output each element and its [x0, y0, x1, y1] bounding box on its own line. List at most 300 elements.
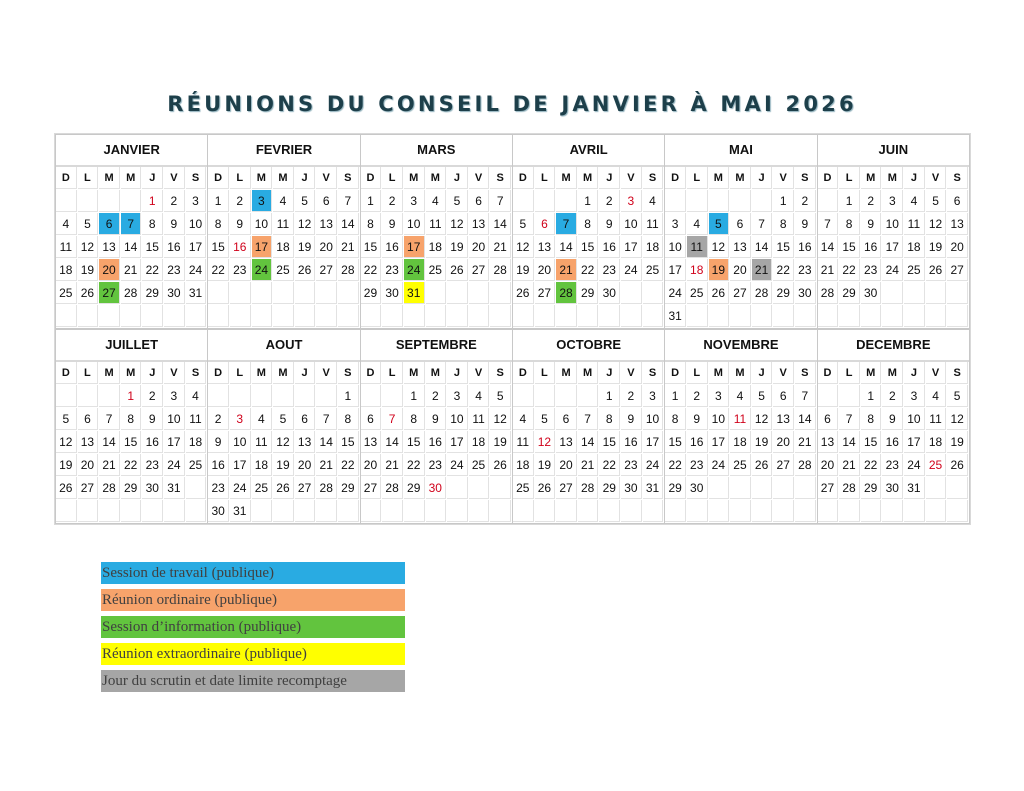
- day-cell: 5: [926, 190, 947, 212]
- day-cell: 15: [861, 431, 882, 453]
- day-cell: 26: [273, 477, 294, 499]
- day-cell: 29: [142, 282, 163, 304]
- empty-cell: [208, 385, 229, 407]
- weekday-header: D: [513, 167, 534, 189]
- day-cell: 19: [535, 454, 556, 476]
- weekday-header: S: [186, 167, 207, 189]
- day-cell: 2: [230, 190, 251, 212]
- day-cell: 10: [643, 408, 664, 430]
- day-cell: 11: [426, 213, 447, 235]
- day-cell: 25: [730, 454, 751, 476]
- day-cell: 16: [795, 236, 816, 258]
- weekday-header: V: [926, 167, 947, 189]
- month-title: FEVRIER: [208, 135, 359, 167]
- day-cell: 5: [295, 190, 316, 212]
- day-cell: 19: [513, 259, 534, 281]
- day-cell: 13: [535, 236, 556, 258]
- day-cell: 26: [926, 259, 947, 281]
- day-cell: 23: [861, 259, 882, 281]
- weekday-header: D: [665, 167, 686, 189]
- weekday-header: L: [382, 167, 403, 189]
- day-cell: 4: [926, 385, 947, 407]
- day-cell: 24: [882, 259, 903, 281]
- day-cell: 22: [773, 259, 794, 281]
- empty-cell: [599, 500, 620, 522]
- empty-cell: [404, 500, 425, 522]
- empty-cell: [861, 305, 882, 327]
- weekday-header: L: [535, 362, 556, 384]
- day-cell: 8: [208, 213, 229, 235]
- calendar-row-2: [55, 329, 970, 524]
- day-cell: 6: [818, 408, 839, 430]
- day-cell: 23: [208, 477, 229, 499]
- empty-cell: [230, 305, 251, 327]
- weekday-header: J: [142, 362, 163, 384]
- day-cell: 8: [839, 213, 860, 235]
- day-cell: 26: [447, 259, 468, 281]
- page-title: RÉUNIONS DU CONSEIL DE JANVIER À MAI 2026: [167, 92, 857, 116]
- day-cell: 16: [382, 236, 403, 258]
- day-cell: 6: [730, 213, 751, 235]
- day-cell: 23: [382, 259, 403, 281]
- day-cell: 23: [687, 454, 708, 476]
- day-cell: 14: [490, 213, 511, 235]
- day-cell: 28: [818, 282, 839, 304]
- day-cell: 20: [316, 236, 337, 258]
- day-cell: 3: [164, 385, 185, 407]
- weekday-header: S: [186, 362, 207, 384]
- day-cell: 10: [665, 236, 686, 258]
- empty-cell: [535, 385, 556, 407]
- day-cell: 28: [316, 477, 337, 499]
- day-cell: 24: [643, 454, 664, 476]
- day-cell: 19: [273, 454, 294, 476]
- month-title: AOUT: [208, 330, 359, 362]
- day-cell: 8: [142, 213, 163, 235]
- day-cell: 12: [447, 213, 468, 235]
- weekday-header: V: [926, 362, 947, 384]
- day-cell: 7: [795, 385, 816, 407]
- day-cell: 29: [404, 477, 425, 499]
- month-aout: [208, 330, 359, 523]
- day-cell: 30: [882, 477, 903, 499]
- empty-cell: [839, 305, 860, 327]
- weekday-header: S: [338, 167, 359, 189]
- empty-cell: [316, 500, 337, 522]
- weekday-header: L: [535, 167, 556, 189]
- weekday-header: S: [795, 362, 816, 384]
- day-cell: 10: [882, 213, 903, 235]
- empty-cell: [665, 500, 686, 522]
- day-cell: 22: [142, 259, 163, 281]
- day-cell: 20: [730, 259, 751, 281]
- empty-cell: [316, 385, 337, 407]
- day-cell: 1: [208, 190, 229, 212]
- day-cell: 8: [404, 408, 425, 430]
- month-title: JANVIER: [56, 135, 207, 167]
- empty-cell: [447, 305, 468, 327]
- day-cell: 29: [665, 477, 686, 499]
- weekday-header: S: [338, 362, 359, 384]
- weekday-header: M: [273, 167, 294, 189]
- day-cell: 30: [164, 282, 185, 304]
- empty-cell: [773, 500, 794, 522]
- day-cell: 31: [164, 477, 185, 499]
- day-cell: 25: [186, 454, 207, 476]
- empty-cell: [730, 190, 751, 212]
- day-cell: 14: [752, 236, 773, 258]
- day-cell: 12: [78, 236, 99, 258]
- month-septembre: [361, 330, 512, 523]
- empty-cell: [316, 305, 337, 327]
- day-cell: 21: [752, 259, 773, 281]
- empty-cell: [404, 305, 425, 327]
- month-days-grid: [56, 167, 207, 328]
- day-cell: 14: [839, 431, 860, 453]
- day-cell: 28: [556, 282, 577, 304]
- empty-cell: [947, 500, 968, 522]
- day-cell: 24: [230, 477, 251, 499]
- weekday-header: M: [252, 167, 273, 189]
- day-cell: 16: [861, 236, 882, 258]
- calendar-row-1: [55, 134, 970, 329]
- day-cell: 3: [252, 190, 273, 212]
- day-cell: 6: [99, 213, 120, 235]
- weekday-header: V: [164, 167, 185, 189]
- day-cell: 23: [164, 259, 185, 281]
- empty-cell: [947, 305, 968, 327]
- day-cell: 8: [361, 213, 382, 235]
- day-cell: 23: [142, 454, 163, 476]
- day-cell: 22: [839, 259, 860, 281]
- day-cell: 26: [295, 259, 316, 281]
- empty-cell: [578, 385, 599, 407]
- day-cell: 5: [947, 385, 968, 407]
- weekday-header: M: [404, 362, 425, 384]
- day-cell: 20: [78, 454, 99, 476]
- day-cell: 2: [142, 385, 163, 407]
- day-cell: 3: [621, 190, 642, 212]
- empty-cell: [578, 305, 599, 327]
- empty-cell: [121, 190, 142, 212]
- day-cell: 8: [665, 408, 686, 430]
- day-cell: 15: [839, 236, 860, 258]
- day-cell: 1: [121, 385, 142, 407]
- empty-cell: [882, 305, 903, 327]
- month-title: DECEMBRE: [818, 330, 969, 362]
- day-cell: 2: [599, 190, 620, 212]
- day-cell: 30: [687, 477, 708, 499]
- empty-cell: [818, 190, 839, 212]
- day-cell: 1: [665, 385, 686, 407]
- empty-cell: [687, 190, 708, 212]
- weekday-header: V: [773, 167, 794, 189]
- day-cell: 15: [121, 431, 142, 453]
- empty-cell: [882, 500, 903, 522]
- empty-cell: [426, 282, 447, 304]
- day-cell: 9: [230, 213, 251, 235]
- weekday-header: V: [164, 362, 185, 384]
- legend-item-information: Session d’information (publique): [101, 616, 405, 638]
- day-cell: 22: [361, 259, 382, 281]
- day-cell: 19: [926, 236, 947, 258]
- weekday-header: S: [643, 167, 664, 189]
- day-cell: 19: [709, 259, 730, 281]
- legend-item-ordinaire: Réunion ordinaire (publique): [101, 589, 405, 611]
- day-cell: 15: [773, 236, 794, 258]
- empty-cell: [621, 282, 642, 304]
- day-cell: 1: [338, 385, 359, 407]
- day-cell: 19: [56, 454, 77, 476]
- weekday-header: M: [404, 167, 425, 189]
- day-cell: 5: [709, 213, 730, 235]
- day-cell: 14: [338, 213, 359, 235]
- day-cell: 19: [78, 259, 99, 281]
- empty-cell: [490, 305, 511, 327]
- day-cell: 1: [599, 385, 620, 407]
- day-cell: 18: [186, 431, 207, 453]
- day-cell: 30: [382, 282, 403, 304]
- empty-cell: [252, 500, 273, 522]
- day-cell: 22: [599, 454, 620, 476]
- day-cell: 22: [208, 259, 229, 281]
- weekday-header: V: [773, 362, 794, 384]
- weekday-header: J: [295, 167, 316, 189]
- day-cell: 6: [947, 190, 968, 212]
- day-cell: 15: [665, 431, 686, 453]
- day-cell: 14: [818, 236, 839, 258]
- month-title: OCTOBRE: [513, 330, 664, 362]
- empty-cell: [621, 305, 642, 327]
- day-cell: 17: [904, 431, 925, 453]
- day-cell: 9: [382, 213, 403, 235]
- day-cell: 27: [556, 477, 577, 499]
- empty-cell: [513, 385, 534, 407]
- empty-cell: [490, 477, 511, 499]
- day-cell: 21: [382, 454, 403, 476]
- day-cell: 3: [709, 385, 730, 407]
- day-cell: 4: [730, 385, 751, 407]
- weekday-header: M: [252, 362, 273, 384]
- day-cell: 16: [208, 454, 229, 476]
- day-cell: 15: [208, 236, 229, 258]
- weekday-header: D: [818, 362, 839, 384]
- day-cell: 23: [599, 259, 620, 281]
- day-cell: 2: [882, 385, 903, 407]
- day-cell: 15: [599, 431, 620, 453]
- weekday-header: M: [882, 167, 903, 189]
- weekday-header: L: [687, 362, 708, 384]
- weekday-header: J: [752, 362, 773, 384]
- empty-cell: [295, 282, 316, 304]
- day-cell: 23: [621, 454, 642, 476]
- day-cell: 25: [687, 282, 708, 304]
- empty-cell: [252, 385, 273, 407]
- day-cell: 20: [556, 454, 577, 476]
- weekday-header: M: [882, 362, 903, 384]
- weekday-header: L: [382, 362, 403, 384]
- weekday-header: S: [643, 362, 664, 384]
- day-cell: 17: [447, 431, 468, 453]
- day-cell: 18: [273, 236, 294, 258]
- month-juillet: [56, 330, 207, 523]
- day-cell: 30: [142, 477, 163, 499]
- day-cell: 19: [295, 236, 316, 258]
- weekday-header: J: [599, 362, 620, 384]
- month-days-grid: [513, 167, 664, 328]
- day-cell: 4: [513, 408, 534, 430]
- empty-cell: [469, 500, 490, 522]
- day-cell: 25: [513, 477, 534, 499]
- day-cell: 18: [643, 236, 664, 258]
- month-novembre: [665, 330, 816, 523]
- day-cell: 13: [773, 408, 794, 430]
- day-cell: 20: [469, 236, 490, 258]
- day-cell: 30: [621, 477, 642, 499]
- month-days-grid: [665, 362, 816, 523]
- day-cell: 21: [338, 236, 359, 258]
- empty-cell: [273, 282, 294, 304]
- empty-cell: [295, 500, 316, 522]
- day-cell: 5: [535, 408, 556, 430]
- day-cell: 13: [295, 431, 316, 453]
- day-cell: 9: [142, 408, 163, 430]
- day-cell: 10: [447, 408, 468, 430]
- day-cell: 30: [599, 282, 620, 304]
- month-days-grid: [361, 362, 512, 523]
- weekday-header: S: [947, 167, 968, 189]
- day-cell: 27: [361, 477, 382, 499]
- weekday-header: L: [78, 167, 99, 189]
- empty-cell: [926, 500, 947, 522]
- day-cell: 9: [882, 408, 903, 430]
- empty-cell: [469, 477, 490, 499]
- empty-cell: [99, 190, 120, 212]
- day-cell: 19: [490, 431, 511, 453]
- empty-cell: [599, 305, 620, 327]
- month-title: NOVEMBRE: [665, 330, 816, 362]
- day-cell: 6: [773, 385, 794, 407]
- day-cell: 6: [469, 190, 490, 212]
- day-cell: 18: [687, 259, 708, 281]
- empty-cell: [818, 385, 839, 407]
- month-title: MAI: [665, 135, 816, 167]
- month-avril: [513, 135, 664, 328]
- weekday-header: D: [361, 167, 382, 189]
- empty-cell: [295, 305, 316, 327]
- weekday-header: J: [447, 167, 468, 189]
- empty-cell: [426, 305, 447, 327]
- day-cell: 31: [665, 305, 686, 327]
- day-cell: 16: [142, 431, 163, 453]
- empty-cell: [947, 477, 968, 499]
- weekday-header: J: [447, 362, 468, 384]
- empty-cell: [316, 282, 337, 304]
- month-mai: [665, 135, 816, 328]
- weekday-header: S: [947, 362, 968, 384]
- day-cell: 4: [186, 385, 207, 407]
- day-cell: 3: [186, 190, 207, 212]
- day-cell: 26: [709, 282, 730, 304]
- day-cell: 27: [99, 282, 120, 304]
- day-cell: 13: [78, 431, 99, 453]
- day-cell: 3: [447, 385, 468, 407]
- day-cell: 1: [578, 190, 599, 212]
- empty-cell: [752, 477, 773, 499]
- day-cell: 2: [795, 190, 816, 212]
- day-cell: 13: [730, 236, 751, 258]
- empty-cell: [795, 500, 816, 522]
- empty-cell: [904, 500, 925, 522]
- empty-cell: [621, 500, 642, 522]
- weekday-header: M: [121, 167, 142, 189]
- day-cell: 13: [818, 431, 839, 453]
- day-cell: 2: [382, 190, 403, 212]
- empty-cell: [164, 500, 185, 522]
- day-cell: 17: [709, 431, 730, 453]
- empty-cell: [361, 305, 382, 327]
- empty-cell: [121, 500, 142, 522]
- day-cell: 6: [556, 408, 577, 430]
- day-cell: 12: [273, 431, 294, 453]
- weekday-header: M: [99, 167, 120, 189]
- day-cell: 31: [230, 500, 251, 522]
- day-cell: 22: [338, 454, 359, 476]
- empty-cell: [752, 305, 773, 327]
- day-cell: 11: [687, 236, 708, 258]
- empty-cell: [665, 190, 686, 212]
- empty-cell: [99, 500, 120, 522]
- empty-cell: [926, 282, 947, 304]
- empty-cell: [56, 305, 77, 327]
- day-cell: 28: [795, 454, 816, 476]
- day-cell: 12: [56, 431, 77, 453]
- day-cell: 2: [861, 190, 882, 212]
- empty-cell: [56, 190, 77, 212]
- day-cell: 18: [904, 236, 925, 258]
- day-cell: 1: [839, 190, 860, 212]
- day-cell: 9: [795, 213, 816, 235]
- weekday-header: M: [578, 362, 599, 384]
- empty-cell: [78, 385, 99, 407]
- empty-cell: [338, 305, 359, 327]
- day-cell: 28: [99, 477, 120, 499]
- day-cell: 27: [947, 259, 968, 281]
- day-cell: 25: [426, 259, 447, 281]
- day-cell: 5: [78, 213, 99, 235]
- day-cell: 21: [121, 259, 142, 281]
- day-cell: 24: [164, 454, 185, 476]
- day-cell: 12: [947, 408, 968, 430]
- empty-cell: [773, 305, 794, 327]
- legend-item-travail: Session de travail (publique): [101, 562, 405, 584]
- empty-cell: [730, 500, 751, 522]
- day-cell: 12: [752, 408, 773, 430]
- day-cell: 22: [861, 454, 882, 476]
- day-cell: 24: [665, 282, 686, 304]
- day-cell: 5: [513, 213, 534, 235]
- empty-cell: [78, 305, 99, 327]
- day-cell: 6: [535, 213, 556, 235]
- weekday-header: V: [316, 167, 337, 189]
- day-cell: 26: [490, 454, 511, 476]
- day-cell: 14: [99, 431, 120, 453]
- empty-cell: [230, 385, 251, 407]
- empty-cell: [535, 190, 556, 212]
- day-cell: 2: [621, 385, 642, 407]
- month-octobre: [513, 330, 664, 523]
- weekday-header: V: [621, 167, 642, 189]
